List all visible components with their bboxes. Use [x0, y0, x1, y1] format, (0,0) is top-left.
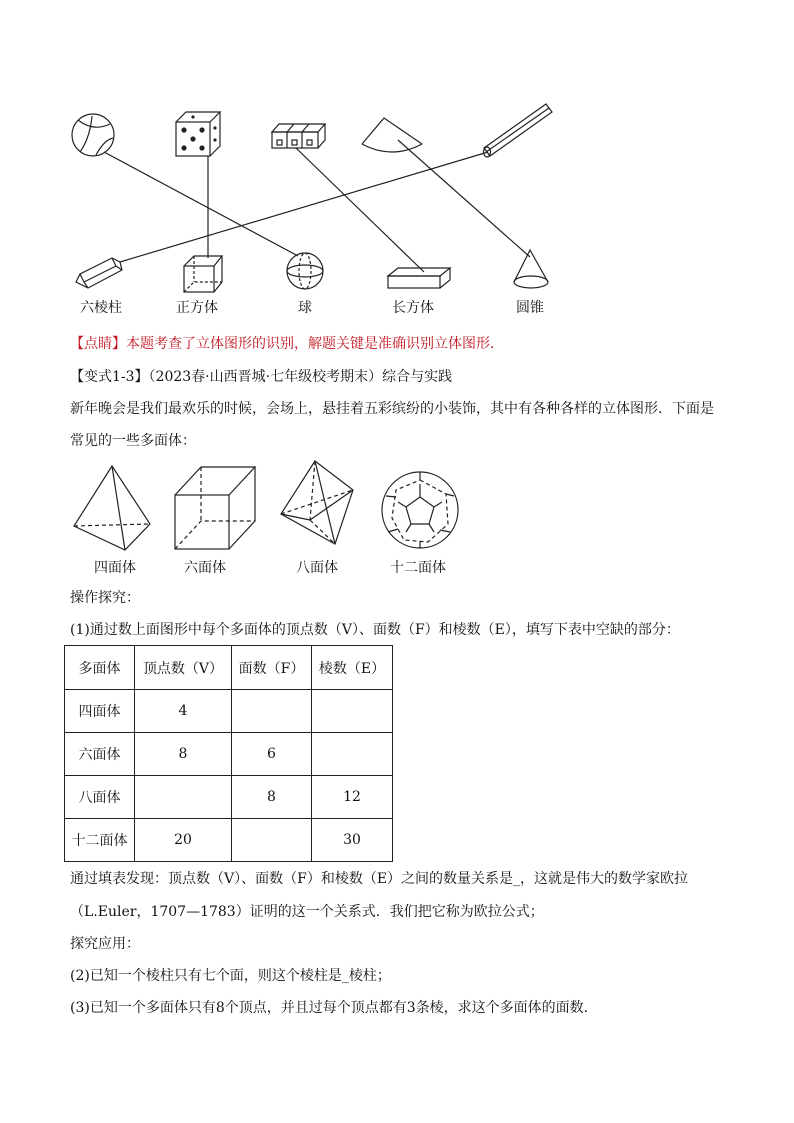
finding-line-1: 通过填表发现：顶点数（V）、面数（F）和棱数（E）之间的数量关系是_，这就是伟大的数学家欧拉 — [70, 871, 689, 887]
table-cell: 12 — [312, 776, 393, 819]
table-row — [65, 776, 393, 819]
variant-tag: 【变式1-3】 — [70, 369, 149, 385]
label-dodecahedron: 十二面体 — [390, 560, 446, 576]
table-row — [65, 733, 393, 776]
hexahedron-icon — [175, 467, 255, 549]
tetrahedron-icon — [74, 466, 150, 550]
note-tag: 【点睛】 — [70, 336, 126, 352]
table-header-cell: 棱数（E） — [312, 646, 393, 690]
table-cell-blank[interactable] — [312, 690, 393, 733]
table-cell-blank[interactable] — [232, 690, 312, 733]
table-header-row — [65, 646, 393, 690]
table-cell: 4 — [135, 690, 232, 733]
label-tetrahedron: 四面体 — [94, 560, 136, 576]
table-cell: 8 — [135, 733, 232, 776]
table-row — [65, 819, 393, 862]
table-cell: 十二面体 — [65, 819, 135, 862]
polyhedra-figure — [0, 0, 794, 560]
application-heading: 探究应用： — [70, 936, 140, 952]
table-header-cell: 面数（F） — [232, 646, 312, 690]
table-cell: 20 — [135, 819, 232, 862]
label-octahedron: 八面体 — [296, 560, 338, 576]
table-row — [65, 690, 393, 733]
variant-source: （2023春·山西晋城·七年级校考期末）综合与实践 — [148, 369, 453, 385]
exploration-heading: 操作探究： — [70, 590, 140, 606]
table-cell-blank[interactable] — [232, 819, 312, 862]
intro-line-1: 新年晚会是我们最欢乐的时候，会场上，悬挂着五彩缤纷的小装饰，其中有各种各样的立体图形．下面是 — [70, 401, 714, 417]
table-cell: 四面体 — [65, 690, 135, 733]
label-cube: 正方体 — [176, 300, 218, 316]
question-1: (1)通过数上面图形中每个多面体的顶点数（V）、面数（F）和棱数（E），填写下表中空缺的部分： — [70, 622, 680, 638]
table-header-cell: 顶点数（V） — [135, 646, 232, 690]
note-text: 本题考查了立体图形的识别，解题关键是准确识别立体图形． — [126, 336, 504, 352]
table-header-cell: 多面体 — [65, 646, 135, 690]
intro-line-2: 常见的一些多面体： — [70, 433, 196, 449]
label-hexagonal-prism: 六棱柱 — [80, 300, 122, 316]
question-2: (2)已知一个棱柱只有七个面，则这个棱柱是_棱柱； — [70, 968, 391, 984]
label-hexahedron: 六面体 — [184, 560, 226, 576]
octahedron-icon — [281, 461, 353, 544]
table-cell: 八面体 — [65, 776, 135, 819]
label-cuboid: 长方体 — [392, 300, 434, 316]
question-3: (3)已知一个多面体只有8个顶点，并且过每个顶点都有3条棱，求这个多面体的面数． — [70, 1000, 598, 1016]
label-sphere: 球 — [298, 300, 312, 316]
table-cell: 六面体 — [65, 733, 135, 776]
polyhedra-table — [64, 645, 393, 862]
table-cell: 30 — [312, 819, 393, 862]
label-cone: 圆锥 — [516, 300, 544, 316]
table-cell-blank[interactable] — [312, 733, 393, 776]
table-cell: 6 — [232, 733, 312, 776]
table-cell: 8 — [232, 776, 312, 819]
dodecahedron-icon — [382, 472, 458, 548]
finding-line-2: （L.Euler，1707—1783）证明的这一个关系式．我们把它称为欧拉公式； — [70, 904, 544, 920]
table-cell-blank[interactable] — [135, 776, 232, 819]
